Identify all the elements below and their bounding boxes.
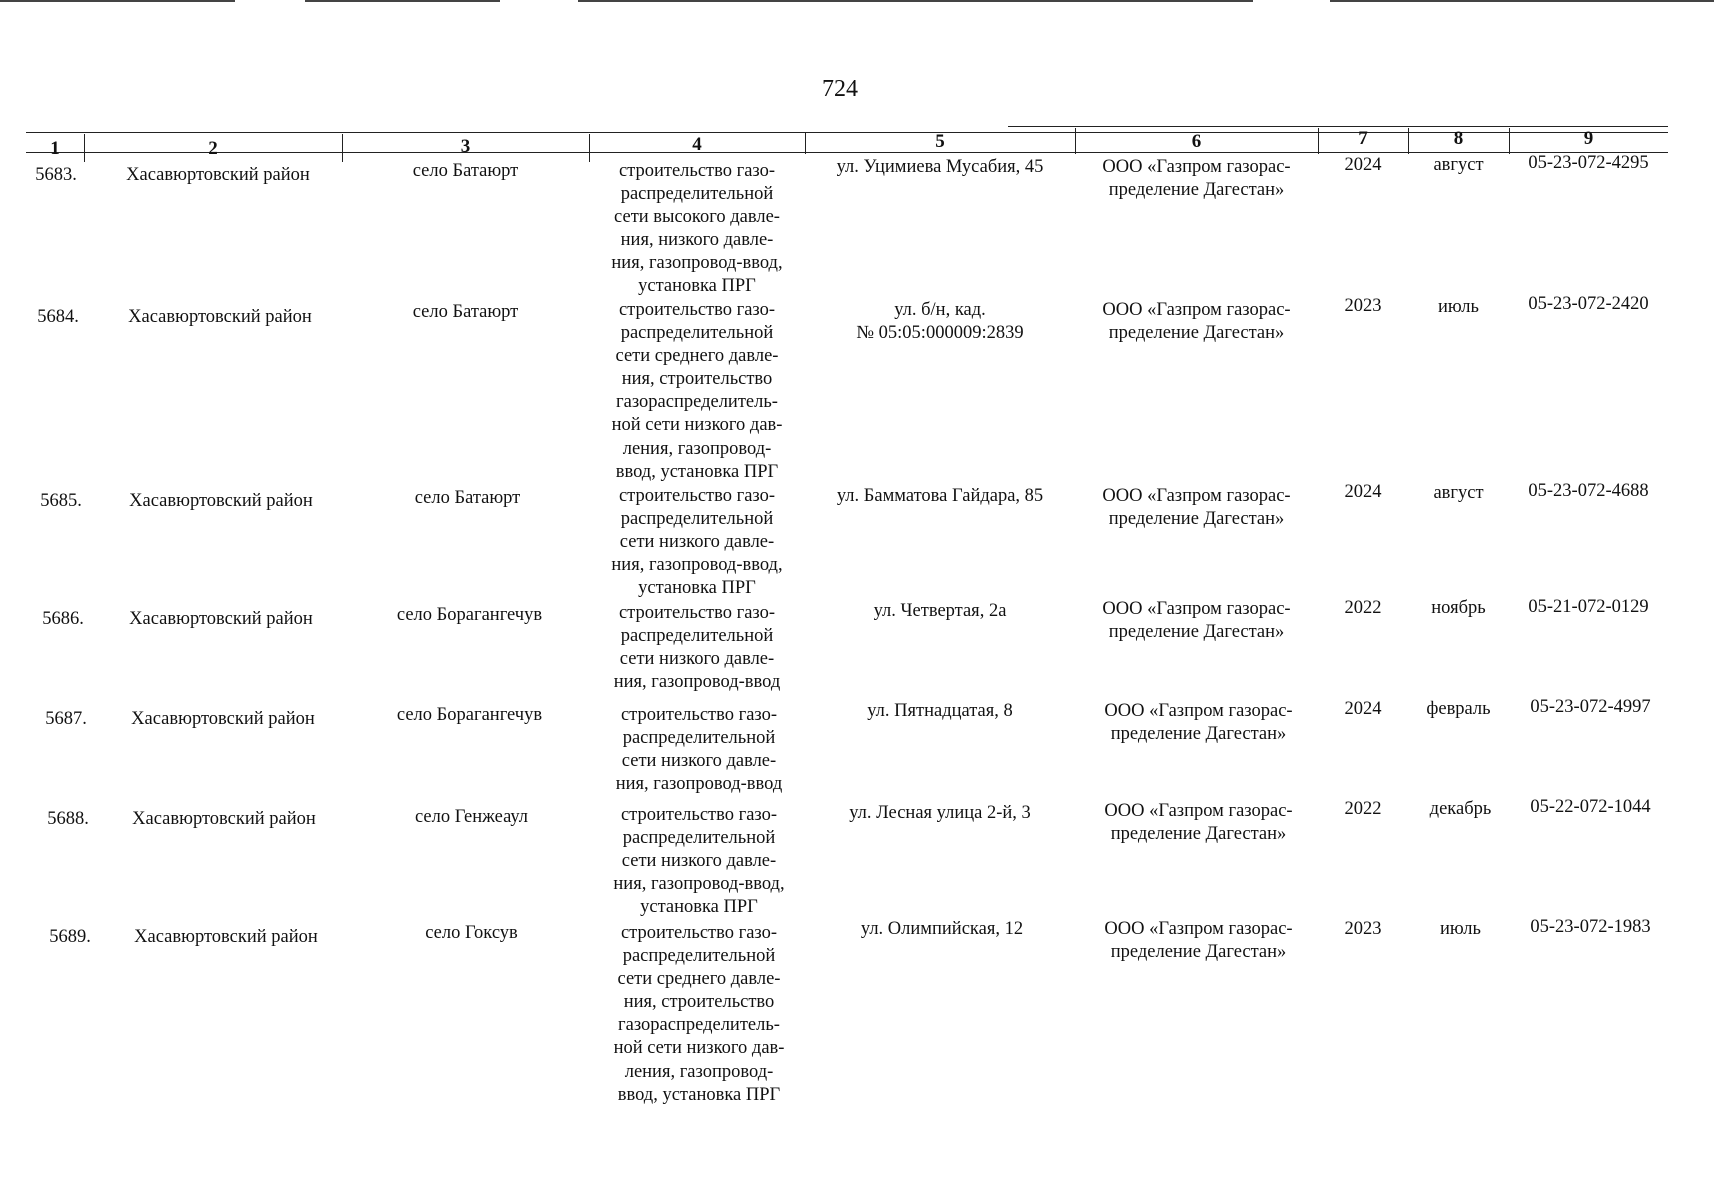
header-column-divider <box>1509 128 1510 154</box>
organization-line: пределение Дагестан» <box>1108 509 1285 530</box>
work-line: строительство газо- <box>618 486 776 506</box>
code-cell: 05-22-072-1044 <box>1530 797 1651 817</box>
organization-line: ООО «Газпром газорас- <box>1102 599 1291 619</box>
settlement-cell: село Борагангечув <box>396 705 543 725</box>
work-line: строительство газо- <box>618 300 776 320</box>
work-line: сети высокого давле- <box>614 207 780 228</box>
work-line: сети среднего давле- <box>615 346 779 367</box>
work-line: сети среднего давле- <box>617 969 781 990</box>
month-cell: июль <box>1438 297 1479 317</box>
code-cell: 05-23-072-4295 <box>1528 153 1649 173</box>
code-cell: 05-23-072-2420 <box>1528 294 1649 314</box>
work-line: ния, газопровод-ввод, <box>611 253 783 274</box>
address-line: № 05:05:000009:2839 <box>856 323 1024 344</box>
work-line: строительство газо- <box>618 603 776 623</box>
address-cell <box>807 700 1073 723</box>
work-line: установка ПРГ <box>638 276 756 297</box>
district-cell: Хасавюртовский район <box>129 491 313 511</box>
organization-line: пределение Дагестан» <box>1110 824 1287 845</box>
header-column-divider <box>589 134 590 162</box>
address-line: ул. Уцимиева Мусабия, 45 <box>836 157 1044 177</box>
row-number: 5689. <box>49 927 91 947</box>
work-line: ния, строительство <box>621 369 773 390</box>
organization-cell <box>1077 299 1316 345</box>
month-cell: июль <box>1440 919 1481 939</box>
organization-line: ООО «Газпром газорас- <box>1102 486 1291 506</box>
column-number-9: 9 <box>1583 128 1594 149</box>
work-description-cell <box>591 160 803 299</box>
organization-line: ООО «Газпром газорас- <box>1104 919 1293 939</box>
work-line: ввод, установка ПРГ <box>615 461 779 482</box>
scan-edge-line <box>305 0 500 2</box>
header-column-divider <box>1075 128 1076 154</box>
address-cell <box>807 485 1073 508</box>
settlement-cell: село Борагангечув <box>396 605 543 625</box>
district-cell: Хасавюртовский район <box>131 709 315 729</box>
work-line: распределительной <box>622 728 776 749</box>
column-number-1: 1 <box>50 138 60 159</box>
scan-edge-line <box>1330 0 1714 2</box>
work-description-cell <box>591 602 803 694</box>
work-line: строительство газо- <box>620 805 778 825</box>
work-line: ния, газопровод-ввод, <box>611 555 783 576</box>
district-cell: Хасавюртовский район <box>134 927 318 947</box>
work-line: ной сети низкого дав- <box>613 1038 785 1059</box>
code-cell: 05-23-072-1983 <box>1530 917 1651 937</box>
organization-line: пределение Дагестан» <box>1108 323 1285 344</box>
month-cell: август <box>1433 483 1484 503</box>
work-line: газораспределитель- <box>616 392 778 413</box>
address-line: ул. Пятнадцатая, 8 <box>867 701 1013 721</box>
address-cell <box>807 156 1073 179</box>
work-line: ния, газопровод-ввод, <box>613 874 785 895</box>
work-line: строительство газо- <box>620 923 778 943</box>
work-line: газораспределитель- <box>618 1015 780 1036</box>
work-line: ввод, установка ПРГ <box>617 1084 781 1105</box>
organization-line: пределение Дагестан» <box>1110 724 1287 745</box>
column-number-4: 4 <box>692 134 702 155</box>
header-column-divider <box>84 134 85 162</box>
code-cell: 05-21-072-0129 <box>1528 597 1649 617</box>
organization-line: ООО «Газпром газорас- <box>1104 701 1293 721</box>
row-number: 5688. <box>47 809 89 829</box>
scan-edge-line <box>578 0 1253 2</box>
work-description-cell <box>591 485 803 600</box>
work-line: сети низкого давле- <box>621 851 777 872</box>
code-cell: 05-23-072-4997 <box>1530 697 1651 717</box>
work-description-cell <box>593 804 805 919</box>
address-cell <box>807 299 1073 345</box>
organization-line: пределение Дагестан» <box>1108 622 1285 643</box>
work-line: ления, газопровод- <box>622 438 772 459</box>
year-cell: 2023 <box>1344 296 1382 316</box>
row-number: 5683. <box>35 165 77 185</box>
organization-line: ООО «Газпром газорас- <box>1102 300 1291 320</box>
work-description-cell <box>593 704 805 796</box>
row-number: 5684. <box>37 307 79 327</box>
work-line: установка ПРГ <box>640 897 758 918</box>
year-cell: 2022 <box>1344 598 1382 618</box>
organization-cell <box>1079 700 1318 746</box>
year-cell: 2024 <box>1344 155 1382 175</box>
address-cell <box>807 802 1073 825</box>
work-description-cell <box>593 922 805 1107</box>
settlement-cell: село Батаюрт <box>412 302 519 322</box>
work-line: сети низкого давле- <box>621 751 777 772</box>
address-line: ул. Четвертая, 2а <box>873 601 1007 621</box>
year-cell: 2024 <box>1344 699 1382 719</box>
work-line: распределительной <box>620 323 774 344</box>
work-line: строительство газо- <box>618 161 776 181</box>
work-line: распределительной <box>622 828 776 849</box>
work-line: сети низкого давле- <box>619 532 775 553</box>
row-number: 5685. <box>40 491 82 511</box>
month-cell: февраль <box>1426 699 1491 719</box>
work-line: ния, газопровод-ввод <box>613 672 781 693</box>
organization-cell <box>1079 918 1318 964</box>
work-line: ния, газопровод-ввод <box>615 774 783 795</box>
header-column-divider <box>805 132 806 154</box>
work-line: строительство газо- <box>620 705 778 725</box>
organization-cell <box>1077 598 1316 644</box>
district-cell: Хасавюртовский район <box>132 809 316 829</box>
work-line: распределительной <box>620 509 774 530</box>
month-cell: декабрь <box>1429 799 1492 819</box>
settlement-cell: село Батаюрт <box>412 161 519 181</box>
page-number: 724 <box>822 76 858 102</box>
work-line: сети низкого давле- <box>619 649 775 670</box>
row-number: 5687. <box>45 709 87 729</box>
settlement-cell: село Батаюрт <box>414 488 521 508</box>
column-number-7: 7 <box>1358 128 1368 149</box>
organization-line: пределение Дагестан» <box>1110 942 1287 963</box>
work-line: ной сети низкого дав- <box>611 415 783 436</box>
address-line: ул. Бамматова Гайдара, 85 <box>836 486 1044 506</box>
scan-edge-line <box>0 0 235 2</box>
year-cell: 2023 <box>1344 919 1382 939</box>
district-cell: Хасавюртовский район <box>128 307 312 327</box>
address-line: ул. Олимпийская, 12 <box>860 919 1024 939</box>
organization-line: ООО «Газпром газорас- <box>1104 801 1293 821</box>
organization-line: ООО «Газпром газорас- <box>1102 157 1291 177</box>
work-line: установка ПРГ <box>638 578 756 599</box>
row-number: 5686. <box>42 609 84 629</box>
header-column-divider <box>1408 128 1409 154</box>
month-cell: август <box>1433 155 1484 175</box>
district-cell: Хасавюртовский район <box>126 165 310 185</box>
address-cell <box>807 600 1073 623</box>
work-line: распределительной <box>620 184 774 205</box>
address-line: ул. Лесная улица 2-й, 3 <box>849 803 1031 823</box>
organization-cell <box>1077 156 1316 202</box>
settlement-cell: село Генжеаул <box>414 807 529 827</box>
year-cell: 2022 <box>1344 799 1382 819</box>
district-cell: Хасавюртовский район <box>129 609 313 629</box>
address-cell <box>809 918 1075 941</box>
organization-cell <box>1077 485 1316 531</box>
column-number-6: 6 <box>1191 131 1202 152</box>
column-number-2: 2 <box>208 138 218 159</box>
work-line: ния, строительство <box>623 992 775 1013</box>
work-line: ния, низкого давле- <box>620 230 774 251</box>
year-cell: 2024 <box>1344 482 1382 502</box>
header-column-divider <box>342 134 343 162</box>
column-number-8: 8 <box>1453 128 1464 149</box>
table-top-rule <box>1008 126 1668 127</box>
organization-cell <box>1079 800 1318 846</box>
organization-line: пределение Дагестан» <box>1108 180 1285 201</box>
work-description-cell <box>591 299 803 484</box>
column-number-5: 5 <box>935 131 945 152</box>
work-line: распределительной <box>620 626 774 647</box>
month-cell: ноябрь <box>1431 598 1486 618</box>
settlement-cell: село Гоксув <box>425 923 518 943</box>
work-line: распределительной <box>622 946 776 967</box>
header-column-divider <box>1318 128 1319 154</box>
code-cell: 05-23-072-4688 <box>1528 481 1649 501</box>
work-line: ления, газопровод- <box>624 1061 774 1082</box>
column-number-3: 3 <box>460 136 471 157</box>
address-line: ул. б/н, кад. <box>894 300 986 320</box>
